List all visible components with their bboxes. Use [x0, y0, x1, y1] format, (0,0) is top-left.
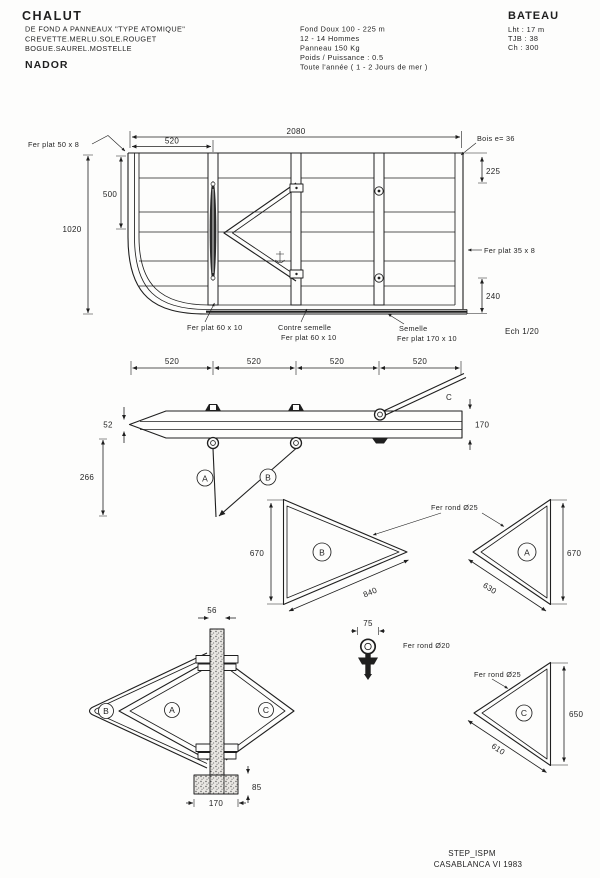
boat-title: BATEAU — [508, 10, 560, 22]
dim-seg-1: 520 — [164, 357, 180, 366]
note-back-band: Fer plat 35 x 8 — [484, 246, 536, 255]
dim-upper-height: 500 — [102, 190, 118, 199]
note-rod-ab: Fer rond Ø25 — [431, 503, 478, 512]
note-counter-sole-2: Fer plat 60 x 10 — [281, 333, 337, 342]
gear-port: NADOR — [25, 59, 69, 71]
footer-org: STEP_ISPM — [448, 849, 496, 858]
dim-seg-4: 520 — [412, 357, 428, 366]
dim-triangle-c-height: 650 — [569, 710, 584, 719]
dim-total-height: 1020 — [62, 225, 82, 234]
dim-bottom-plank: 240 — [486, 292, 501, 301]
triangle-c-label: C — [520, 708, 528, 719]
dim-top-plank: 225 — [486, 167, 501, 176]
towing-slot — [210, 181, 217, 281]
gear-species-line2: BOGUE.SAUREL.MOSTELLE — [25, 44, 132, 53]
dim-triangle-b-base: 840 — [361, 585, 379, 600]
dim-wood-thickness: 52 — [103, 420, 113, 430]
warp-label-c: C — [445, 393, 453, 402]
operation-line5: Toute l'année ( 1 - 2 Jours de mer ) — [300, 62, 428, 72]
foot-block — [194, 775, 238, 794]
note-scale: Ech 1/20 — [505, 327, 539, 336]
dim-swivel-width: 75 — [363, 619, 373, 628]
boat-length: Lht : 17 m — [508, 25, 545, 34]
dim-triangle-a-base: 630 — [481, 580, 499, 597]
gear-title: CHALUT — [22, 9, 83, 23]
note-rod-c: Fer rond Ø25 — [474, 670, 521, 679]
dim-first-bay: 520 — [164, 136, 180, 146]
post — [210, 629, 224, 775]
assembly-label-c: C — [262, 705, 270, 716]
triangle-a-label: A — [524, 547, 530, 558]
operation-line4: Poids / Puissance : 0.5 — [300, 53, 384, 62]
boat-tonnage: TJB : 38 — [508, 34, 539, 43]
dim-triangle-a-height: 670 — [567, 549, 582, 558]
note-sole-1: Semelle — [399, 324, 428, 333]
operation-line3: Panneau 150 Kg — [300, 43, 360, 53]
dim-sole-width: 170 — [475, 420, 490, 430]
dim-foot-width: 170 — [208, 799, 224, 808]
assembly-label-b: B — [103, 706, 109, 717]
note-edge-band: Fer plat 50 x 8 — [28, 140, 80, 149]
triangle-b-label: B — [319, 547, 325, 558]
gear-species-line1: CREVETTE.MERLU.SOLE.ROUGET — [25, 34, 157, 44]
assembly-label-a: A — [169, 705, 175, 716]
dim-bridle-drop: 266 — [79, 473, 95, 482]
note-counter-sole-1: Contre semelle — [278, 323, 332, 332]
note-sole-2: Fer plat 170 x 10 — [397, 334, 457, 343]
dim-triangle-b-height: 670 — [249, 549, 265, 558]
dim-total-width: 2080 — [286, 127, 306, 136]
operation-line2: 12 - 14 Hommes — [300, 34, 360, 43]
dim-triangle-c-base: 610 — [489, 741, 507, 757]
dim-seg-3: 520 — [329, 357, 345, 366]
note-wood: Bois e= 36 — [477, 134, 515, 143]
dim-foot-height: 85 — [252, 783, 262, 792]
footer-place-date: CASABLANCA VI 1983 — [433, 860, 523, 869]
dim-post-width: 56 — [207, 606, 217, 615]
dim-seg-2: 520 — [246, 357, 262, 366]
bridle-label-b: B — [265, 472, 271, 483]
operation-line1: Fond Doux 100 - 225 m — [300, 24, 386, 34]
boat-power: Ch : 300 — [508, 43, 539, 52]
bridle-label-a: A — [202, 473, 208, 484]
gear-type-line: DE FOND A PANNEAUX "TYPE ATOMIQUE" — [25, 24, 186, 34]
note-strap: Fer plat 60 x 10 — [187, 323, 243, 332]
note-rod-swivel: Fer rond Ø20 — [403, 641, 450, 650]
